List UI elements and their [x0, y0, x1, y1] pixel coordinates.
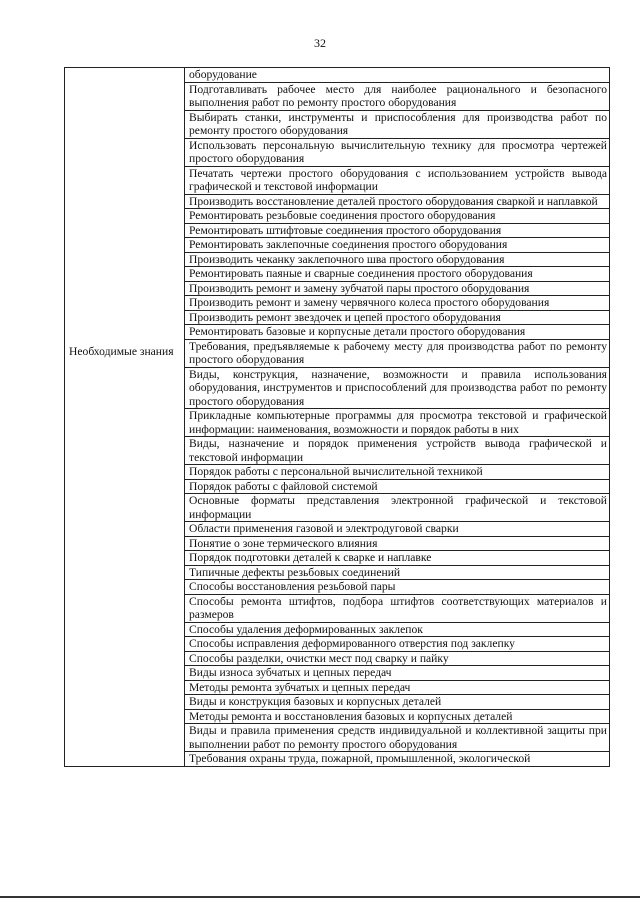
- skill-item: Подготавливать рабочее место для наиболее рационального и безопасного выполнения работ по ремонту простого оборудования: [185, 82, 610, 110]
- skills-section: [65, 68, 610, 340]
- knowledge-item: Требования, предъявляемые к рабочему месту для производства работ по ремонту простого оборудования: [185, 339, 610, 367]
- knowledge-item: Типичные дефекты резьбовых соединений: [185, 565, 610, 580]
- knowledge-item: Виды износа зубчатых и цепных передач: [185, 666, 610, 681]
- knowledge-item: Способы удаления деформированных заклепок: [185, 622, 610, 637]
- knowledge-item: Способы восстановления резьбовой пары: [185, 580, 610, 595]
- knowledge-item: Виды, конструкция, назначение, возможности и правила использования оборудования, инструментов и приспособлений для производства работ по ремонту простого оборудования: [185, 367, 610, 409]
- skill-item: Производить ремонт звездочек и цепей простого оборудования: [185, 310, 610, 325]
- skill-item: Печатать чертежи простого оборудования с использованием устройств вывода графической и текстовой информации: [185, 166, 610, 194]
- knowledge-item: Порядок работы с файловой системой: [185, 479, 610, 494]
- skill-item: Использовать персональную вычислительную технику для просмотра чертежей простого оборудования: [185, 138, 610, 166]
- skill-item: Производить чеканку заклепочного шва простого оборудования: [185, 252, 610, 267]
- knowledge-item: Методы ремонта и восстановления базовых и корпусных деталей: [185, 709, 610, 724]
- knowledge-item: Способы исправления деформированного отверстия под заклепку: [185, 637, 610, 652]
- knowledge-section: [65, 339, 610, 766]
- skill-item: Производить ремонт и замену червячного колеса простого оборудования: [185, 296, 610, 311]
- page-number: 32: [314, 36, 326, 50]
- skill-item: Производить восстановление деталей простого оборудования сваркой и наплавкой: [185, 194, 610, 209]
- knowledge-item: Способы разделки, очистки мест под сварку и пайку: [185, 651, 610, 666]
- skill-item: Ремонтировать заклепочные соединения простого оборудования: [185, 238, 610, 253]
- knowledge-item: Требования охраны труда, пожарной, промышленной, экологической: [185, 752, 610, 767]
- table-row: [65, 339, 610, 367]
- knowledge-item: Методы ремонта зубчатых и цепных передач: [185, 680, 610, 695]
- knowledge-item: Основные форматы представления электронной графической и текстовой информации: [185, 494, 610, 522]
- knowledge-item: Виды, назначение и порядок применения устройств вывода графической и текстовой информации: [185, 437, 610, 465]
- skill-item: оборудование: [185, 68, 610, 83]
- knowledge-item: Виды и правила применения средств индивидуальной и коллективной защиты при выполнении работ по ремонту простого оборудования: [185, 724, 610, 752]
- skill-item: Ремонтировать базовые и корпусные детали простого оборудования: [185, 325, 610, 340]
- knowledge-item: Виды и конструкция базовых и корпусных деталей: [185, 695, 610, 710]
- skill-item: Производить ремонт и замену зубчатой пары простого оборудования: [185, 281, 610, 296]
- competency-table: [64, 67, 610, 767]
- scan-bottom-edge: [0, 896, 640, 898]
- skills-label-cell: [65, 68, 185, 340]
- skill-item: Ремонтировать паяные и сварные соединения простого оборудования: [185, 267, 610, 282]
- knowledge-item: Прикладные компьютерные программы для просмотра текстовой и графической информации: наименования, возможности и порядок работы в них: [185, 409, 610, 437]
- knowledge-label: Необходимые знания: [65, 339, 185, 766]
- skill-item: Выбирать станки, инструменты и приспособления для производства работ по ремонту простого оборудования: [185, 110, 610, 138]
- skill-item: Ремонтировать штифтовые соединения простого оборудования: [185, 223, 610, 238]
- knowledge-item: Области применения газовой и электродуговой сварки: [185, 522, 610, 537]
- knowledge-item: Способы ремонта штифтов, подбора штифтов соответствующих материалов и размеров: [185, 594, 610, 622]
- knowledge-item: Понятие о зоне термического влияния: [185, 536, 610, 551]
- knowledge-item: Порядок подготовки деталей к сварке и наплавке: [185, 551, 610, 566]
- knowledge-item: Порядок работы с персональной вычислительной техникой: [185, 465, 610, 480]
- table-row: [65, 68, 610, 83]
- skill-item: Ремонтировать резьбовые соединения простого оборудования: [185, 209, 610, 224]
